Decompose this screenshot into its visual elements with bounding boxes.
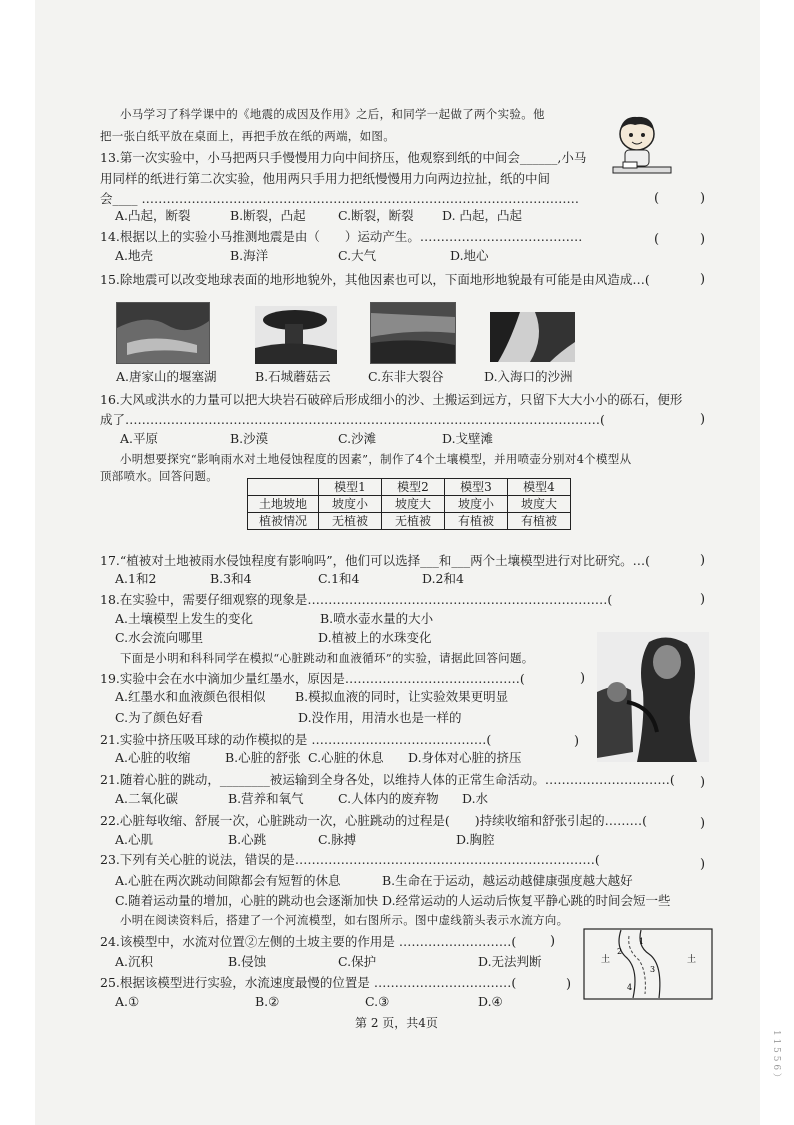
q22-answer-paren-close: ) [700, 816, 706, 831]
q19-stem: 19.实验中会在水中滴加少量红墨水，原因是……………………………………( [100, 671, 525, 686]
soil-model-table [247, 478, 571, 530]
q21-option-d: D.水 [462, 791, 489, 806]
q19-answer-paren-close: ) [580, 671, 586, 686]
photo-mushroom-rock [255, 306, 337, 364]
table-cell: 无植被 [319, 513, 382, 530]
q14-option-d: D.地心 [450, 248, 489, 263]
q25-option-c: C.③ [365, 994, 390, 1009]
intro-erosion-line2: 顶部喷水。回答问题。 [100, 469, 218, 483]
q13-option-d: D. 凸起，凸起 [442, 208, 523, 223]
table-cell: 无植被 [382, 513, 445, 530]
q16-option-c: C.沙滩 [338, 431, 377, 446]
q14-answer-paren-close: ) [700, 232, 706, 247]
q24-stem: 24.该模型中，水流对位置②左侧的土坡主要的作用是 ………………………( [100, 934, 517, 949]
q13-answer-paren-open: ( [654, 191, 660, 206]
photo-heart-experiment [597, 632, 709, 762]
table-cell: 有植被 [445, 513, 508, 530]
table-cell: 坡度小 [445, 496, 508, 513]
q14-option-c: C.大气 [338, 248, 377, 263]
table-row [248, 496, 571, 513]
table-header-row [248, 479, 571, 496]
q19-option-b: B.模拟血液的同时，让实验效果更明显 [295, 689, 509, 704]
q16-answer-paren-close: ) [700, 412, 706, 427]
q21-option-c: C.人体内的废弃物 [338, 791, 439, 806]
q13-answer-paren-close: ) [700, 191, 706, 206]
river-label-3: 3 [650, 965, 656, 974]
q18-option-b: B.喷水壶水量的大小 [320, 611, 434, 626]
q22-stem: 22.心脏每收缩、舒展一次，心脏跳动一次，心脏跳动的过程是( )持续收缩和舒张引起的………( [100, 813, 648, 828]
table-cell: 坡度大 [508, 496, 571, 513]
table-cell: 土地坡地 [248, 496, 319, 513]
river-label-1: 1 [639, 937, 645, 946]
q13-option-b: B.断裂，凸起 [230, 208, 306, 223]
q15-answer-paren-close: ) [700, 272, 706, 287]
river-label-soil-right: 土 [687, 955, 697, 965]
q13-line2: 用同样的纸进行第二次实验，他用两只手用力把纸慢慢用力向两边拉扯，纸的中间 [100, 171, 551, 186]
scan-margin [760, 0, 794, 1125]
q21-option-b: B.营养和氧气 [228, 791, 304, 806]
intro-earthquake-line2: 把一张白纸平放在桌面上，再把手放在纸的两端，如图。 [100, 129, 395, 143]
q13-line1: 13.第一次实验中，小马把两只手慢慢用力向中间挤压，他观察到纸的中间会______,小马 [100, 150, 587, 165]
intro-earthquake-line1: 小马学习了科学课中的《地震的成因及作用》之后，和同学一起做了两个实验。他 [120, 107, 545, 121]
q25-answer-paren-close: ) [566, 977, 572, 992]
q20-option-b: B.心脏的舒张 [225, 750, 301, 765]
side-mark: 1 1 5 5 6 ） [771, 1030, 781, 1082]
q22-option-b: B.心跳 [228, 832, 267, 847]
q17-option-d: D.2和4 [422, 571, 464, 586]
q17-option-b: B.3和4 [210, 571, 252, 586]
q24-option-b: B.侵蚀 [228, 954, 267, 969]
q23-answer-paren-close: ) [700, 857, 706, 872]
q18-answer-paren-close: ) [700, 592, 706, 607]
q13-line3: 会____ …………………………………………………………………………………………… [100, 191, 579, 206]
q15-caption-a: A.唐家山的堰塞湖 [116, 369, 217, 384]
table-cell: 有植被 [508, 513, 571, 530]
q13-option-a: A.凸起，断裂 [115, 208, 191, 223]
q22-option-d: D.胸腔 [456, 832, 495, 847]
q15-caption-d: D.入海口的沙洲 [484, 369, 573, 384]
photo-estuary-sandbar [490, 312, 575, 362]
table-cell: 植被情况 [248, 513, 319, 530]
q23-option-c: C.随着运动量的增加，心脏的跳动也会逐渐加快 [115, 893, 379, 908]
q20-option-a: A.心脏的收缩 [115, 750, 191, 765]
q14-answer-paren-open: ( [654, 232, 660, 247]
q16-option-a: A.平原 [120, 431, 159, 446]
q25-stem: 25.根据该模型进行实验，水流速度最慢的位置是 ……………………………( [100, 975, 517, 990]
table-header-cell: 模型4 [508, 479, 571, 496]
q16-option-d: D.戈壁滩 [442, 431, 494, 446]
q20-option-c: C.心脏的休息 [308, 750, 384, 765]
q22-option-a: A.心肌 [115, 832, 154, 847]
table-header-cell [248, 479, 319, 496]
table-header-cell: 模型1 [319, 479, 382, 496]
table-header-cell: 模型2 [382, 479, 445, 496]
q17-option-a: A.1和2 [115, 571, 157, 586]
q17-option-c: C.1和4 [318, 571, 360, 586]
q17-answer-paren-close: ) [700, 553, 706, 568]
q14-option-b: B.海洋 [230, 248, 269, 263]
page-footer: 第 2 页，共4页 [355, 1016, 438, 1030]
q18-option-c: C.水会流向哪里 [115, 630, 204, 645]
river-label-soil-left: 土 [601, 955, 611, 965]
q19-option-a: A.红墨水和血液颜色很相似 [115, 689, 266, 704]
q21-stem: 21.随着心脏的跳动，________被运输到全身各处，以维持人体的正常生命活动。…………………………( [100, 772, 675, 787]
q20-stem: 21.实验中挤压吸耳球的动作模拟的是 ……………………………………( [100, 732, 492, 747]
table-header-cell: 模型3 [445, 479, 508, 496]
q14-stem: 14.根据以上的实验小马推测地震是由（ ）运动产生。………………………………… [100, 229, 583, 244]
q15-caption-b: B.石城蘑菇云 [255, 369, 331, 384]
q14-option-a: A.地壳 [115, 248, 154, 263]
q13-option-c: C.断裂，断裂 [338, 208, 414, 223]
q16-line2: 成了……………………………………………………………………………………………………( [100, 412, 605, 427]
q23-option-d: D.经常运动的人运动后恢复平静心跳的时间会短一些 [382, 893, 671, 908]
q24-option-a: A.沉积 [115, 954, 154, 969]
photo-rift-valley [370, 302, 456, 364]
q23-option-a: A.心脏在两次跳动间隙都会有短暂的休息 [115, 873, 341, 888]
boy-illustration [605, 112, 675, 184]
q20-option-d: D.身体对心脏的挤压 [408, 750, 522, 765]
q20-answer-paren-close: ) [574, 734, 580, 749]
q22-option-c: C.脉搏 [318, 832, 357, 847]
q19-option-c: C.为了颜色好看 [115, 710, 204, 725]
q15-caption-c: C.东非大裂谷 [368, 369, 444, 384]
q19-option-d: D.没作用，用清水也是一样的 [298, 710, 462, 725]
river-label-2: 2 [617, 947, 623, 956]
q18-option-a: A.土壤模型上发生的变化 [115, 611, 254, 626]
table-row [248, 513, 571, 530]
table-cell: 坡度小 [319, 496, 382, 513]
q17-stem: 17.“植被对土地被雨水侵蚀程度有影响吗”，他们可以选择___和___两个土壤模型进行对比研究。…( [100, 553, 651, 568]
q23-stem: 23.下列有关心脏的说法，错误的是………………………………………………………………( [100, 852, 600, 867]
q24-option-d: D.无法判断 [478, 954, 542, 969]
q25-option-d: D.④ [478, 994, 503, 1009]
q18-option-d: D.植被上的水珠变化 [318, 630, 432, 645]
q16-option-b: B.沙漠 [230, 431, 269, 446]
q24-option-c: C.保护 [338, 954, 377, 969]
river-model-diagram [583, 928, 713, 1000]
q21-option-a: A.二氧化碳 [115, 791, 179, 806]
intro-river: 小明在阅读资料后，搭建了一个河流模型，如右图所示。图中虚线箭头表示水流方向。 [120, 913, 569, 927]
q23-option-b: B.生命在于运动，越运动越健康强度越大越好 [382, 873, 633, 888]
q15-stem: 15.除地震可以改变地球表面的地形地貌外，其他因素也可以，下面地形地貌最有可能是由风造成…( [100, 272, 650, 287]
river-label-4: 4 [627, 983, 633, 992]
q25-option-b: B.② [255, 994, 280, 1009]
photo-dammed-lake [116, 302, 210, 364]
q25-option-a: A.① [115, 994, 140, 1009]
intro-erosion-line1: 小明想要探究“影响雨水对土地侵蚀程度的因素”，制作了4个土壤模型，并用喷壶分别对4个模型从 [120, 452, 632, 466]
intro-heart: 下面是小明和科科同学在模拟“心脏跳动和血液循环”的实验，请据此回答问题。 [120, 651, 534, 665]
q21-answer-paren-close: ) [700, 775, 706, 790]
q18-stem: 18.在实验中，需要仔细观察的现象是………………………………………………………………( [100, 592, 613, 607]
q16-line1: 16.大风或洪水的力量可以把大块岩石破碎后形成细小的沙、土搬运到远方，只留下大大小小的砾石，便形 [100, 392, 683, 407]
table-cell: 坡度大 [382, 496, 445, 513]
q24-answer-paren-close: ) [550, 934, 556, 949]
